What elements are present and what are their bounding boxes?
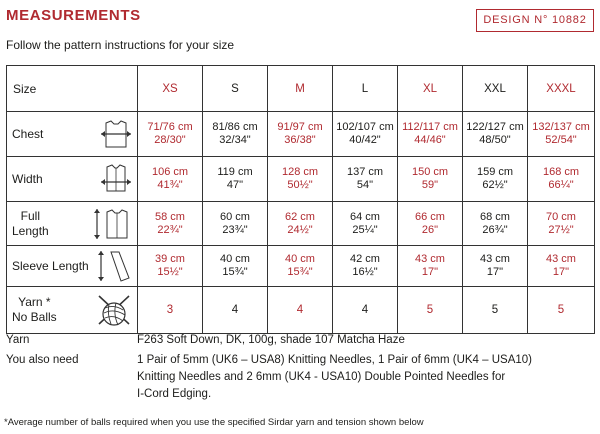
table-cell: 4 <box>203 287 268 334</box>
row-label: Yarn * No Balls <box>12 295 57 324</box>
table-row-full-length <box>7 202 595 246</box>
measurements-table <box>6 65 595 334</box>
row-label: Chest <box>12 126 44 141</box>
table-row-chest <box>7 112 595 157</box>
row-label-cell <box>7 287 138 334</box>
design-number-badge: DESIGN N° 10882 <box>476 9 594 32</box>
row-label: Width <box>12 171 43 186</box>
table-cell: 106 cm 41¾" <box>138 157 203 202</box>
length-measure-icon <box>93 207 133 241</box>
table-cell: 71/76 cm 28/30" <box>138 112 203 157</box>
table-row-sleeve-length <box>7 246 595 287</box>
size-xxl: XXL <box>463 66 528 112</box>
size-xxxl: XXXL <box>528 66 595 112</box>
table-cell: 119 cm 47" <box>203 157 268 202</box>
table-cell: 128 cm 50½" <box>268 157 333 202</box>
yarn-row <box>6 332 594 349</box>
table-cell: 3 <box>138 287 203 334</box>
table-cell: 4 <box>268 287 333 334</box>
table-cell: 66 cm 26" <box>398 202 463 246</box>
you-also-need-row <box>6 352 594 403</box>
table-cell: 150 cm 59" <box>398 157 463 202</box>
size-label: Size <box>7 66 138 112</box>
table-cell: 39 cm 15½" <box>138 246 203 287</box>
table-row-width <box>7 157 595 202</box>
table-cell: 102/107 cm 40/42" <box>333 112 398 157</box>
table-cell: 4 <box>333 287 398 334</box>
size-xs: XS <box>138 66 203 112</box>
row-label-cell <box>7 202 138 246</box>
table-cell: 5 <box>463 287 528 334</box>
row-label-cell <box>7 157 138 202</box>
table-cell: 5 <box>398 287 463 334</box>
table-cell: 43 cm 17" <box>398 246 463 287</box>
table-cell: 43 cm 17" <box>463 246 528 287</box>
footnote: *Average number of balls required when you use the specified Sirdar yarn and tension shown below <box>4 417 424 428</box>
row-label: Sleeve Length <box>12 258 89 273</box>
table-cell: 168 cm 66¼" <box>528 157 595 202</box>
row-label: Full Length <box>12 208 49 238</box>
yarn-ball-icon <box>95 292 133 328</box>
size-l: L <box>333 66 398 112</box>
sleeve-measure-icon <box>97 249 133 283</box>
table-cell: 40 cm 15¾" <box>268 246 333 287</box>
size-m: M <box>268 66 333 112</box>
intro-text: Follow the pattern instructions for your size <box>6 38 235 52</box>
table-cell: 43 cm 17" <box>528 246 595 287</box>
table-cell: 91/97 cm 36/38" <box>268 112 333 157</box>
table-cell: 137 cm 54" <box>333 157 398 202</box>
size-header-row <box>7 66 595 112</box>
row-label-cell <box>7 112 138 157</box>
materials-section <box>6 332 594 403</box>
table-cell: 58 cm 22¾" <box>138 202 203 246</box>
table-row-yarn-balls <box>7 287 595 334</box>
table-cell: 42 cm 16½" <box>333 246 398 287</box>
size-s: S <box>203 66 268 112</box>
table-cell: 5 <box>528 287 595 334</box>
you-also-need-label: You also need <box>6 354 79 366</box>
table-cell: 40 cm 15¾" <box>203 246 268 287</box>
width-measure-icon <box>99 164 133 194</box>
table-cell: 68 cm 26¾" <box>463 202 528 246</box>
table-cell: 112/117 cm 44/46" <box>398 112 463 157</box>
table-cell: 64 cm 25¼" <box>333 202 398 246</box>
table-cell: 122/127 cm 48/50" <box>463 112 528 157</box>
you-also-need-value: 1 Pair of 5mm (UK6 – USA8) Knitting Needles, 1 Pair of 6mm (UK4 – USA10) Knitting Needles and 2 6mm (UK4 - USA10) Double Pointed Needles for I-Cord Edging. <box>137 354 532 400</box>
page-title: MEASUREMENTS <box>6 7 141 24</box>
table-cell: 81/86 cm 32/34" <box>203 112 268 157</box>
row-label-cell <box>7 246 138 287</box>
table-cell: 132/137 cm 52/54" <box>528 112 595 157</box>
table-cell: 62 cm 24½" <box>268 202 333 246</box>
yarn-label: Yarn <box>6 334 30 346</box>
chest-measure-icon <box>99 119 133 149</box>
table-cell: 70 cm 27½" <box>528 202 595 246</box>
size-xl: XL <box>398 66 463 112</box>
table-cell: 159 cm 62½" <box>463 157 528 202</box>
yarn-value: F263 Soft Down, DK, 100g, shade 107 Matcha Haze <box>137 334 405 346</box>
table-cell: 60 cm 23¾" <box>203 202 268 246</box>
